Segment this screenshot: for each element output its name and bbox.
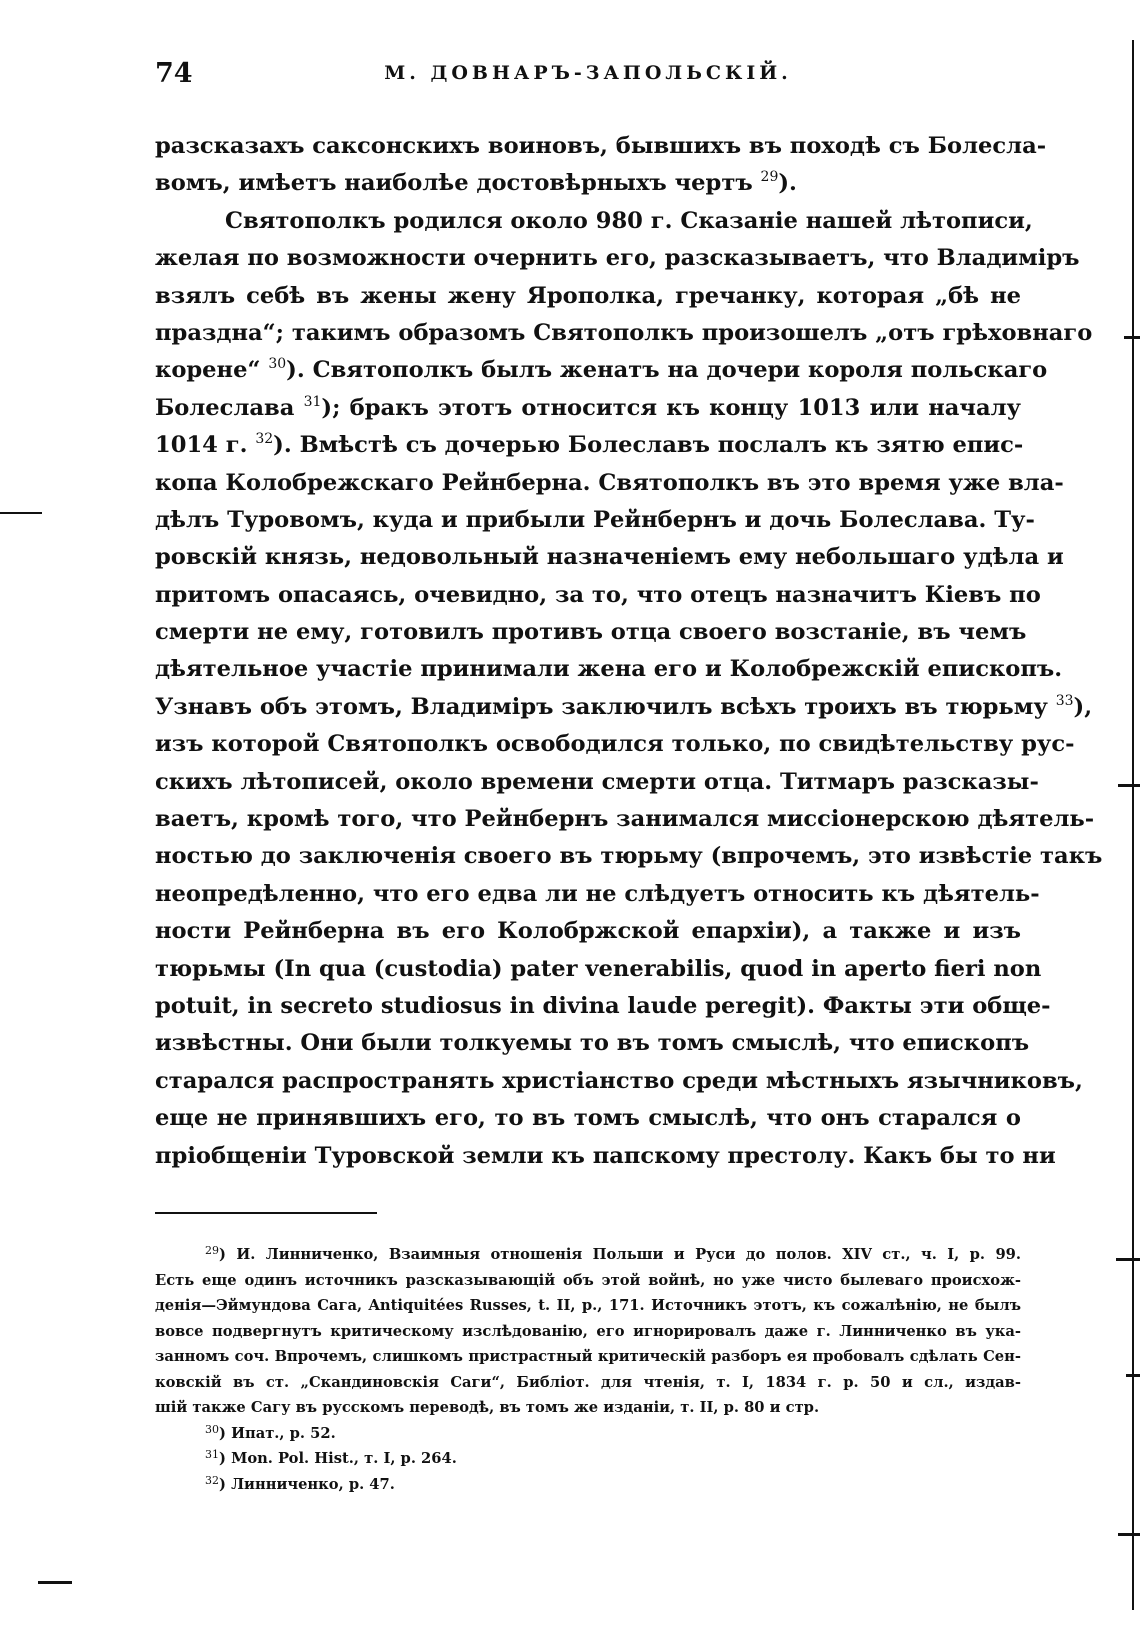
text-line: тюрьмы (In qua (custodia) pater venerabilis, quod in aperto fieri non	[155, 955, 1042, 982]
text-line: Узнавъ объ этомъ, Владиміръ заключилъ всѣхъ троихъ въ тюрьму $^{33}$),	[155, 692, 1093, 720]
footnote-line: $^{31}$) Mon. Pol. Hist., т. I, р. 264.	[205, 1448, 457, 1467]
text-line: 1014 г. $^{32}$). Вмѣстѣ съ дочерью Болеславъ послалъ къ зятю епис-	[155, 431, 1024, 459]
footnote-ref: 29	[760, 169, 779, 186]
text-line: дѣлъ Туровомъ, куда и прибыли Рейнбернъ и дочь Болеслава. Ту-	[155, 506, 1035, 533]
text-line: ваетъ, кромѣ того, что Рейнбернъ занимался миссіонерскою дѣятель-	[155, 806, 1095, 833]
text-line: копа Колобрежскаго Рейнберна. Святополкъ въ это время уже вла-	[155, 469, 1064, 496]
text-line: смерти не ему, готовилъ противъ отца своего возстаніе, въ чемъ	[155, 619, 1027, 646]
text-line: ностью до заключенія своего въ тюрьму (впрочемъ, это извѣстіе такъ	[155, 843, 1103, 870]
scan-edge-tick	[1124, 336, 1140, 339]
text-line: разсказахъ саксонскихъ воиновъ, бывшихъ въ походѣ съ Болесла-	[155, 133, 1047, 159]
scan-margin-mark	[38, 1581, 72, 1584]
text-line: дѣятельное участіе принимали жена его и Колобрежскій епископъ.	[155, 656, 1063, 683]
text-line: корене“ $^{30}$). Святополкъ былъ женатъ на дочери короля польскаго	[155, 356, 1048, 384]
footnote-ref: 32	[255, 431, 274, 448]
footnotes	[155, 1242, 1021, 1497]
text-line: ности Рейнберна въ его Колобржской епархіи), а также и изъ	[155, 918, 1021, 945]
text-line: извѣстны. Они были толкуемы то въ томъ смыслѣ, что епископъ	[155, 1030, 1030, 1057]
footnote-line: Есть еще одинъ источникъ разсказывающій объ этой войнѣ, но уже чисто былеваго происхож-	[155, 1271, 1021, 1289]
text-line: ровскій князь, недовольный назначеніемъ ему небольшаго удѣла и	[155, 544, 1064, 571]
text-line: скихъ лѣтописей, около времени смерти отца. Титмаръ разсказы-	[155, 768, 1039, 795]
running-head: М. ДОВНАРЪ-ЗАПОЛЬСКІЙ.	[384, 62, 792, 84]
page-header	[155, 58, 1021, 98]
scan-margin-mark	[0, 512, 42, 514]
footnote-mark: 31	[205, 1448, 219, 1461]
body-text	[155, 128, 1103, 1175]
text-line: неопредѣленно, что его едва ли не слѣдуетъ относить къ дѣятель-	[155, 880, 1040, 907]
scan-edge-tick	[1126, 1374, 1140, 1377]
footnote-line: $^{29}$) И. Линниченко, Взаимныя отношенія Польши и Руси до полов. XIV ст., ч. I, р. 99.	[205, 1244, 1021, 1263]
footnote-ref: 30	[268, 356, 287, 373]
text-line: притомъ опасаясь, очевидно, за то, что отецъ назначитъ Кіевъ по	[155, 581, 1041, 608]
text-line: вомъ, имѣетъ наиболѣе достовѣрныхъ чертъ $^{29}$).	[155, 169, 797, 197]
scan-edge-tick	[1118, 784, 1140, 787]
text-line: Святополкъ родился около 980 г. Сказаніе нашей лѣтописи,	[225, 207, 1033, 234]
footnote-line: вовсе подвергнутъ критическому изслѣдованію, его игнорировалъ даже г. Линниченко въ ука-	[155, 1322, 1021, 1340]
text-line: еще не принявшихъ его, то въ томъ смыслѣ, что онъ старался о	[155, 1105, 1021, 1132]
text-line: старался распространять христіанство среди мѣстныхъ язычниковъ,	[155, 1067, 1083, 1094]
page-number: 74	[155, 58, 193, 89]
footnote-ref: 31	[303, 393, 322, 410]
footnote-line: $^{32}$) Линниченко, р. 47.	[205, 1473, 395, 1493]
footnote-mark: 29	[205, 1244, 219, 1257]
scan-edge-tick	[1116, 1258, 1140, 1261]
footnote-line: денія—Эймундова Сага, Antiquitées Russes, t. II, р., 171. Источникъ этотъ, къ сожалѣнію, не былъ	[155, 1297, 1021, 1314]
text-line: Болеслава $^{31}$); бракъ этотъ относится къ концу 1013 или началу	[155, 393, 1021, 421]
text-line: праздна“; такимъ образомъ Святополкъ произошелъ „отъ грѣховнаго	[155, 319, 1093, 346]
footnote-mark: 30	[205, 1422, 219, 1436]
footnote-line: ковскій въ ст. „Скандиновскія Саги“, Библіот. для чтенія, т. I, 1834 г. р. 50 и сл., издав-	[155, 1373, 1021, 1391]
text-line: изъ которой Святополкъ освободился только, по свидѣтельству рус-	[155, 731, 1075, 758]
footnote-line: шій также Сагу въ русскомъ переводѣ, въ томъ же изданіи, т. II, р. 80 и стр.	[155, 1399, 820, 1416]
footnote-ref: 33	[1055, 692, 1074, 709]
footnote-mark: 32	[205, 1473, 219, 1487]
text-line: взялъ себѣ въ жены жену Ярополка, гречанку, которая „бѣ не	[155, 282, 1021, 309]
text-line: potuit, in secreto studiosus in divina laude peregit). Факты эти обще-	[155, 992, 1051, 1019]
text-line: желая по возможности очернить его, разсказываетъ, что Владиміръ	[155, 245, 1080, 272]
scan-edge-tick	[1118, 1533, 1140, 1536]
footnote-divider	[155, 1212, 377, 1214]
footnote-line: занномъ соч. Впрочемъ, слишкомъ пристрастный критическій разборъ ея пробовалъ сдѣлать Сен-	[155, 1348, 1021, 1365]
text-line: пріобщеніи Туровской земли къ папскому престолу. Какъ бы то ни	[155, 1142, 1056, 1169]
footnote-line: $^{30}$) Ипат., р. 52.	[205, 1422, 336, 1442]
